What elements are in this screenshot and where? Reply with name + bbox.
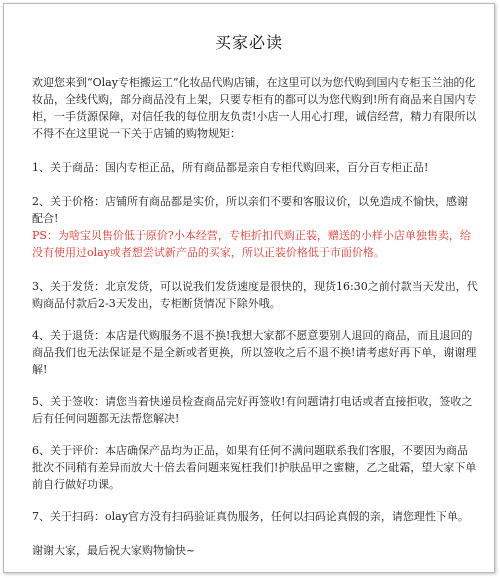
- rule-returns: 4、关于退货：本店是代购服务不退不换!我想大家都不愿意要别人退回的商品，而且退回的商品我们也无法保证是不是全新或者更换，所以签收之后不退不换!请考虑好再下单，谢谢理解!: [32, 329, 477, 376]
- closing-text: 谢谢大家，最后祝大家购物愉快~: [32, 544, 196, 557]
- intro-paragraph: 欢迎您来到“Olay专柜搬运工”化妆品代购店铺，在这里可以为您代购到国内专柜玉兰油的化妆品，全线代购，部分商品没有上架，只要专柜有的都可以为您代购到!所有商品来自国内专柜，一手货源保障，对信任我的每位朋友负责!小店一人用心打理，诚信经营，精力有限所以不得不在这里说一下关于店铺的购物规矩：: [32, 76, 477, 140]
- page-title: 买家必读: [214, 33, 283, 52]
- rule-signing: 5、关于签收：请您当着快递员检查商品完好再签收!有问题请打电话或者直接拒收，签收之后有任何问题都无法帮您解决!: [32, 395, 473, 425]
- ps-note: PS：为啥宝贝售价低于原价?小本经营，专柜折扣代购正装，赠送的小样小店单独售卖，给没有使用过olay或者想尝试新产品的买家，所以正装价格低于市面价格。: [32, 229, 471, 259]
- rule-shipping: 3、关于发货：北京发货，可以说我们发货速度是很快的，现货16:30之前付款当天发出，代购商品付款后2-3天发出，专柜断货情况下除外哦。: [32, 280, 478, 310]
- rule-scanning: 7、关于扫码：olay官方没有扫码验证真伪服务，任何以扫码论真假的亲，请您理性下单。: [32, 510, 469, 523]
- notice-content: [32, 74, 478, 559]
- rule-reviews: 6、关于评价：本店确保产品均为正品，如果有任何不满问题联系我们客服，不要因为商品批次不同稍有差异而放大十倍去看问题来冤枉我们!护肤品甲之蜜糖，乙之砒霜，望大家下单前自行做好功课。: [32, 444, 477, 491]
- rule-products: 1、关于商品：国内专柜正品，所有商品都是亲自专柜代购回来，百分百专柜正品!: [32, 161, 429, 174]
- rule-price: 2、关于价格：店铺所有商品都是实价，所以亲们不要和客服议价，以免造成不愉快，感谢配合!: [32, 195, 468, 225]
- notice-panel: [3, 3, 495, 573]
